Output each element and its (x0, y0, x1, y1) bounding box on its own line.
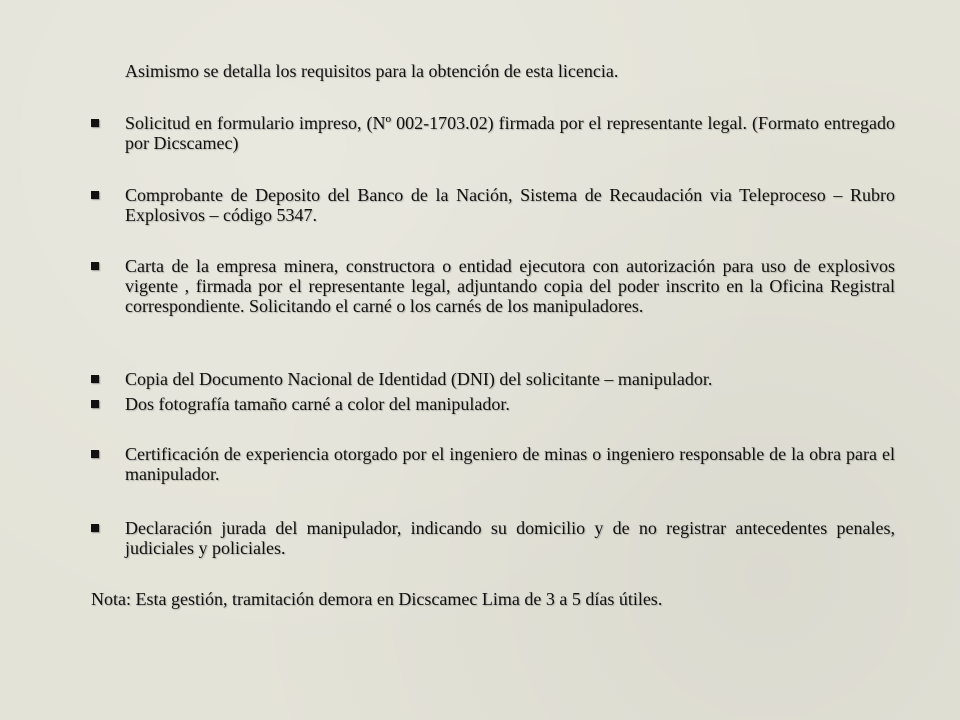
list-item (91, 518, 895, 558)
list-item (91, 369, 895, 389)
square-bullet-icon (91, 191, 99, 199)
square-bullet-icon (91, 119, 99, 127)
list-item-text: Certificación de experiencia otorgado por el ingeniero de minas o ingeniero responsable de la obra para el manipulador. (125, 444, 895, 484)
square-bullet-icon (91, 375, 99, 383)
list-item-text: Comprobante de Deposito del Banco de la Nación, Sistema de Recaudación via Teleproceso – Rubro Explosivos – código 5347. (125, 185, 895, 225)
square-bullet-icon (91, 450, 99, 458)
list-item-text: Carta de la empresa minera, constructora o entidad ejecutora con autorización para uso de explosivos vigente , firmada por el representante legal, adjuntando copia del poder inscrito en la Oficina Registral correspondiente. Solicitando el carné o los carnés de los manipuladores. (125, 256, 895, 316)
square-bullet-icon (91, 400, 99, 408)
list-item (91, 256, 895, 316)
list-item-text: Dos fotografía tamaño carné a color del manipulador. (125, 394, 510, 414)
list-item (91, 394, 895, 414)
list-item-text: Solicitud en formulario impreso, (Nº 002-1703.02) firmada por el representante legal. (Formato entregado por Dicscamec) (125, 113, 895, 153)
square-bullet-icon (91, 524, 99, 532)
list-item (91, 113, 895, 153)
list-item (91, 444, 895, 484)
square-bullet-icon (91, 262, 99, 270)
list-item-text: Copia del Documento Nacional de Identidad (DNI) del solicitante – manipulador. (125, 369, 713, 389)
list-item (91, 185, 895, 225)
note-text: Nota: Esta gestión, tramitación demora en Dicscamec Lima de 3 a 5 días útiles. (91, 589, 663, 609)
intro-text: Asimismo se detalla los requisitos para la obtención de esta licencia. (125, 61, 619, 81)
list-item-text: Declaración jurada del manipulador, indicando su domicilio y de no registrar antecedentes penales, judiciales y policiales. (125, 518, 895, 558)
